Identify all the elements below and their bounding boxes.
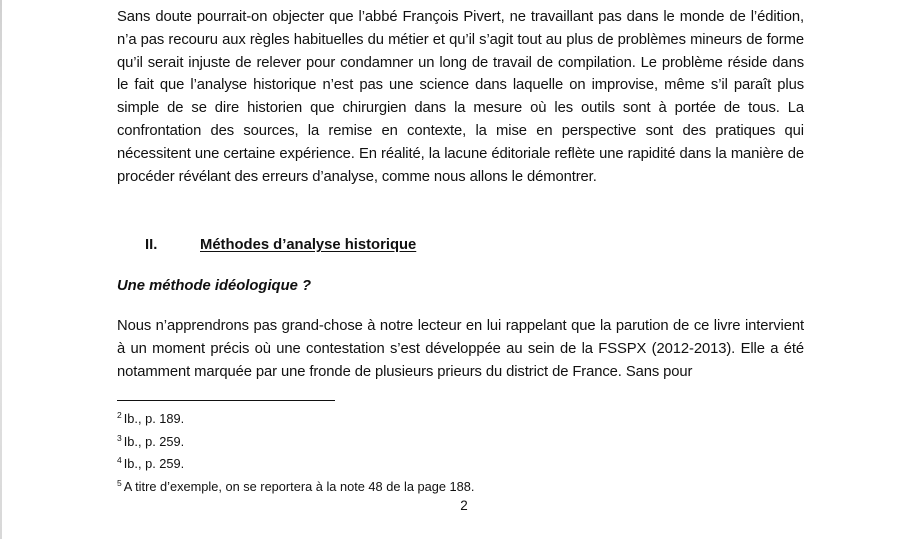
footnote-text: Ib., p. 259. [123, 433, 185, 449]
footnote-item [117, 474, 474, 497]
footnote-marker: 4 [117, 455, 122, 466]
footnote-marker: 5 [117, 477, 122, 488]
footnote-text: A titre d’exemple, on se reportera à la note 48 de la page 188. [123, 478, 475, 494]
footnotes [117, 406, 474, 496]
section-heading-title: Méthodes d’analyse historique [200, 237, 417, 253]
footnote-item [117, 406, 474, 429]
body-paragraph-1: Sans doute pourrait-on objecter que l’abbé François Pivert, ne travaillant pas dans le monde de l’édition, n’a pas recouru aux règles habituelles du métier et qu’il s’agit tout au plus de problèmes mineurs de forme qu’il serait injuste de relever pour condamner un long de travail de compilation. Le problème réside dans le fait que l’analyse historique n’est pas une science dans laquelle on improvise, même s’il paraît plus simple de se dire historien que chirurgien dans la mesure où les outils sont à portée de tous. La confrontation des sources, la remise en contexte, la mise en perspective sont des pratiques qui nécessitent une certaine expérience. En réalité, la lacune éditoriale reflète une rapidité dans la manière de procéder révélant des erreurs d’analyse, comme nous allons le démontrer. [117, 9, 804, 185]
footnote-text: Ib., p. 259. [123, 456, 185, 472]
subheading: Une méthode idéologique ? [117, 278, 312, 294]
footnote-item [117, 429, 474, 452]
footnote-text: Ib., p. 189. [123, 411, 185, 426]
section-heading [145, 235, 416, 255]
footnote-item [117, 451, 474, 474]
section-heading-number: II. [145, 237, 158, 253]
footnote-separator [117, 400, 335, 401]
page-number: 2 [460, 498, 468, 513]
footnote-marker: 3 [117, 432, 122, 443]
footnote-marker: 2 [117, 410, 122, 420]
body-paragraph-2: Nous n’apprendrons pas grand-chose à notre lecteur en lui rappelant que la parution de ce livre intervient à un moment précis où une contestation s’est développée au sein de la FSSPX (2012-2013). Elle a été notamment marquée par une fronde de plusieurs prieurs du district de France. Sans pour [117, 318, 804, 380]
page-edge-shadow [0, 0, 2, 539]
